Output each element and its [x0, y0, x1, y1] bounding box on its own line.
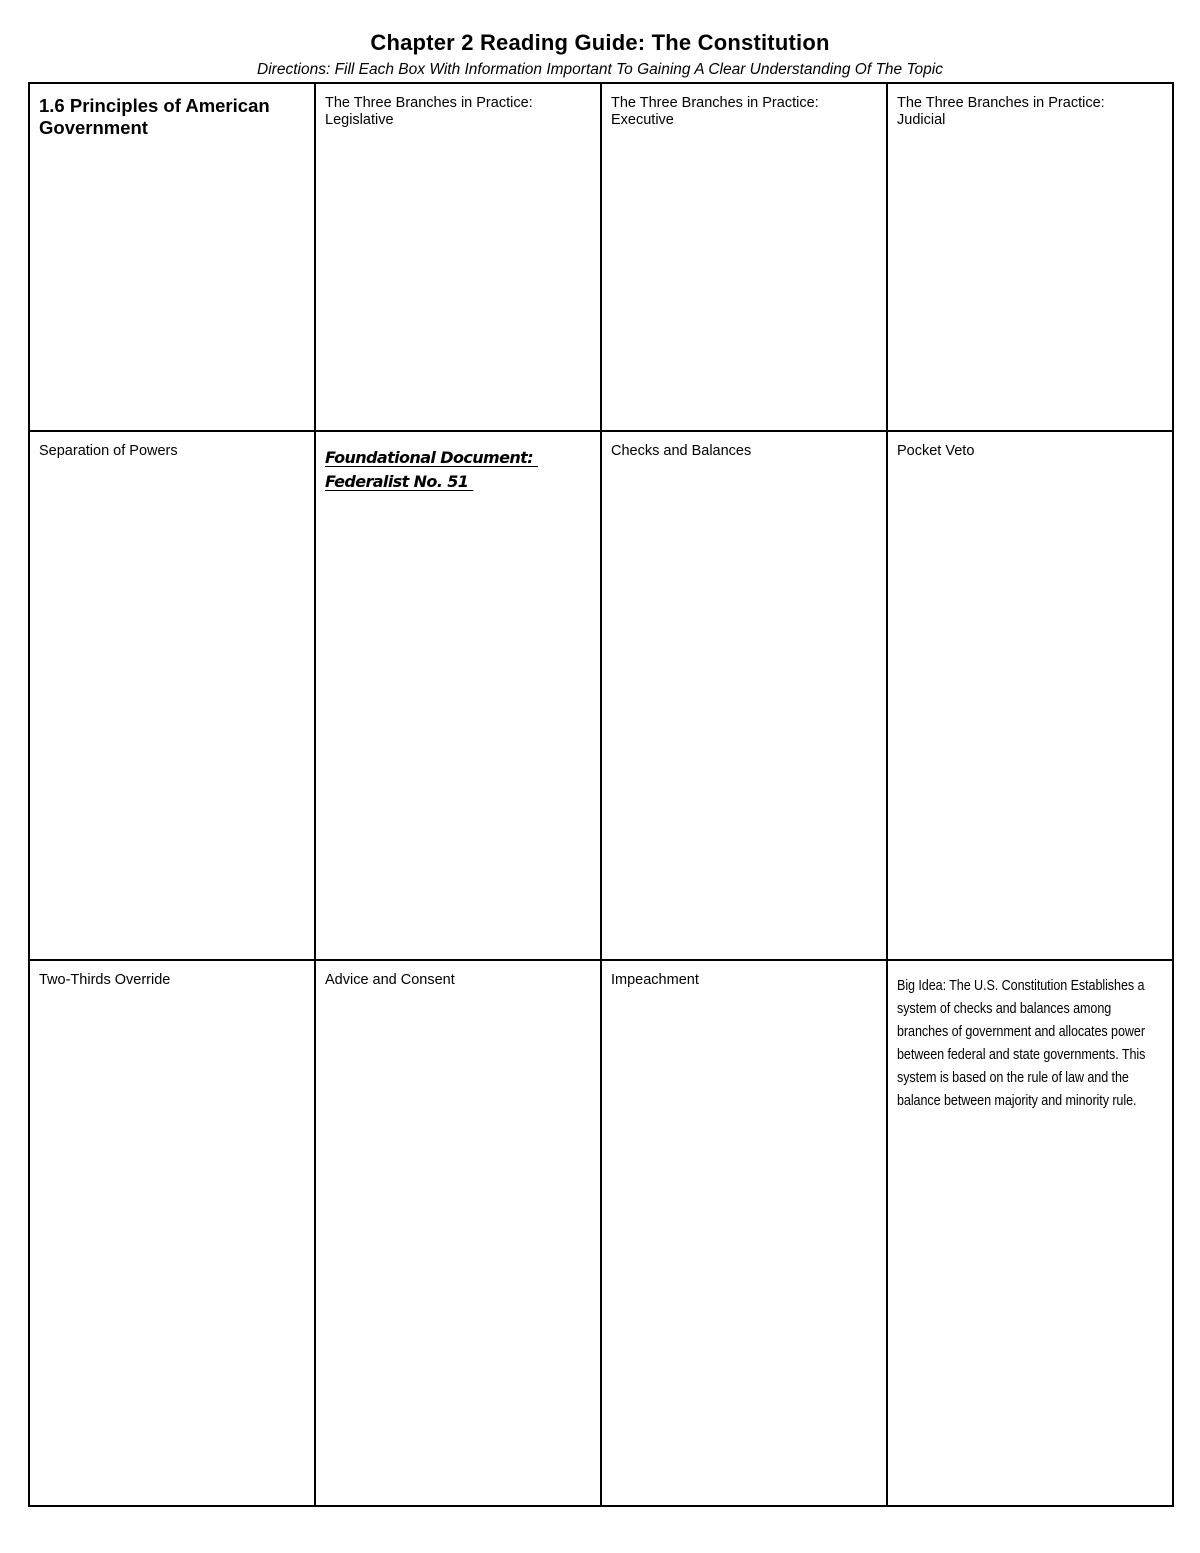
- cell-advice-and-consent[interactable]: [316, 961, 602, 1505]
- cell-title-line: The Three Branches in Practice:: [325, 95, 533, 111]
- cell-checks-and-balances[interactable]: [602, 432, 888, 961]
- cell-executive[interactable]: [602, 84, 888, 432]
- cell-principles-of-american-government[interactable]: [30, 84, 316, 432]
- cell-big-idea[interactable]: [888, 961, 1172, 1505]
- directions: Directions: Fill Each Box With Information Important To Gaining A Clear Understanding Of The Topic: [257, 61, 943, 78]
- cell-title: [611, 95, 877, 129]
- cell-title: [897, 95, 1163, 129]
- cell-title: Separation of Powers: [39, 443, 178, 459]
- cell-title-line: Government: [39, 117, 148, 138]
- cell-title-line: Executive: [611, 112, 674, 128]
- cell-title: Two-Thirds Override: [39, 972, 171, 988]
- cell-impeachment[interactable]: [602, 961, 888, 1505]
- page-title: Chapter 2 Reading Guide: The Constitution: [370, 30, 830, 55]
- cell-title-line: The Three Branches in Practice:: [611, 95, 819, 111]
- cell-judicial[interactable]: [888, 84, 1172, 432]
- cell-two-thirds-override[interactable]: [30, 961, 316, 1505]
- cell-title: [325, 95, 591, 129]
- cell-title-line: The Three Branches in Practice:: [897, 95, 1105, 111]
- big-idea-text: Big Idea: The U.S. Constitution Establishes a system of checks and balances among branches of government and allocates power between federal and state governments. This system is based on the rule of law and the balance between majority and minority rule.: [897, 977, 1146, 1109]
- cell-title: Advice and Consent: [325, 972, 455, 988]
- cell-federalist-51[interactable]: [316, 432, 602, 961]
- cell-title-line: Legislative: [325, 112, 394, 128]
- cell-title-line: Judicial: [897, 112, 946, 128]
- cell-separation-of-powers[interactable]: [30, 432, 316, 961]
- cell-title: Checks and Balances: [611, 443, 752, 459]
- cell-title: [39, 95, 305, 139]
- cell-title: Pocket Veto: [897, 443, 975, 459]
- cell-title-line: Foundational Document:: [325, 448, 538, 467]
- cell-legislative[interactable]: [316, 84, 602, 432]
- cell-title-line: Federalist No. 51: [325, 472, 474, 491]
- cell-pocket-veto[interactable]: [888, 432, 1172, 961]
- cell-title: [325, 443, 591, 494]
- cell-title-line: 1.6 Principles of American: [39, 95, 270, 116]
- reading-guide-grid: [28, 82, 1174, 1507]
- cell-title: Impeachment: [611, 972, 699, 988]
